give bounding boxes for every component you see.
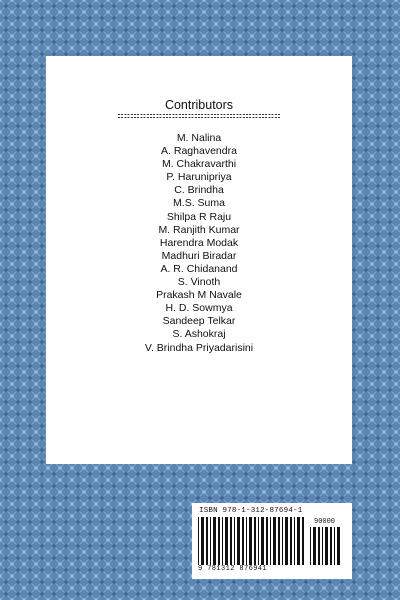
barcode-bar bbox=[273, 517, 276, 565]
barcode-bar bbox=[294, 517, 295, 565]
addon-price-code: 90000 bbox=[314, 518, 336, 526]
barcode-bar bbox=[325, 527, 328, 565]
title-double-underline bbox=[118, 114, 280, 119]
contributor-name: M. Ranjith Kumar bbox=[158, 223, 240, 236]
barcode-bar bbox=[334, 527, 335, 565]
barcode-bar bbox=[201, 517, 204, 565]
barcode-bar bbox=[254, 517, 256, 565]
contributors-panel bbox=[46, 56, 352, 464]
barcode-bar bbox=[230, 517, 232, 565]
barcode-bar bbox=[310, 527, 311, 565]
ean-digits: 9 781312 876941 bbox=[198, 565, 268, 573]
barcode-bar bbox=[313, 527, 316, 565]
contributors-list bbox=[46, 132, 352, 355]
barcode-bar bbox=[249, 517, 252, 565]
barcode-bar bbox=[206, 517, 208, 565]
barcode-bar bbox=[213, 517, 216, 565]
barcode-bar bbox=[242, 517, 244, 565]
contributor-name: S. Vinoth bbox=[177, 276, 221, 289]
barcode-bar bbox=[282, 517, 283, 565]
barcode-bar bbox=[322, 527, 323, 565]
barcode-bar bbox=[270, 517, 271, 565]
isbn-barcode bbox=[192, 503, 352, 579]
barcode-bar bbox=[290, 517, 292, 565]
contributor-name: M.S. Suma bbox=[173, 197, 225, 210]
barcode-bar bbox=[261, 517, 264, 565]
contributor-name: Sandeep Telkar bbox=[162, 315, 236, 328]
barcode-bar bbox=[278, 517, 280, 565]
barcode-bar bbox=[285, 517, 288, 565]
barcode-bar bbox=[337, 527, 340, 565]
contributor-name: M. Chakravarthi bbox=[161, 158, 237, 171]
contributor-name: C. Brindha bbox=[174, 184, 224, 197]
contributor-name: S. Ashokraj bbox=[172, 328, 226, 341]
barcode-bar bbox=[210, 517, 211, 565]
barcode-bar bbox=[234, 517, 235, 565]
barcode-bar bbox=[302, 517, 304, 565]
contributor-name: V. Brindha Priyadarisini bbox=[144, 341, 254, 354]
barcode-bar bbox=[218, 517, 220, 565]
barcode-bar bbox=[330, 527, 332, 565]
barcode-bar bbox=[237, 517, 240, 565]
barcode-bar bbox=[246, 517, 247, 565]
contributors-title: Contributors bbox=[164, 98, 234, 112]
contributor-name: Prakash M Navale bbox=[156, 289, 242, 302]
barcode-bar bbox=[318, 527, 320, 565]
contributor-name: Madhuri Biradar bbox=[161, 249, 237, 262]
contributor-name: P. Harunipriya bbox=[166, 171, 232, 184]
barcode-bar bbox=[225, 517, 228, 565]
contributor-name: A. Raghavendra bbox=[161, 145, 237, 158]
barcode-bar bbox=[258, 517, 259, 565]
barcode-bar bbox=[222, 517, 223, 565]
contributor-name: H. D. Sowmya bbox=[165, 302, 233, 315]
ean-barcode-bars bbox=[198, 517, 308, 567]
contributor-name: Shilpa R Raju bbox=[166, 210, 232, 223]
barcode-bar bbox=[266, 517, 268, 565]
contributor-name: Harendra Modak bbox=[159, 236, 239, 249]
isbn-label: ISBN 978-1-312-87694-1 bbox=[199, 507, 303, 515]
addon-barcode-bars bbox=[310, 527, 344, 567]
barcode-bar bbox=[297, 517, 300, 565]
contributor-name: M. Nalina bbox=[176, 132, 222, 144]
contributor-name: A. R. Chidanand bbox=[160, 262, 238, 275]
barcode-bar bbox=[198, 517, 199, 565]
